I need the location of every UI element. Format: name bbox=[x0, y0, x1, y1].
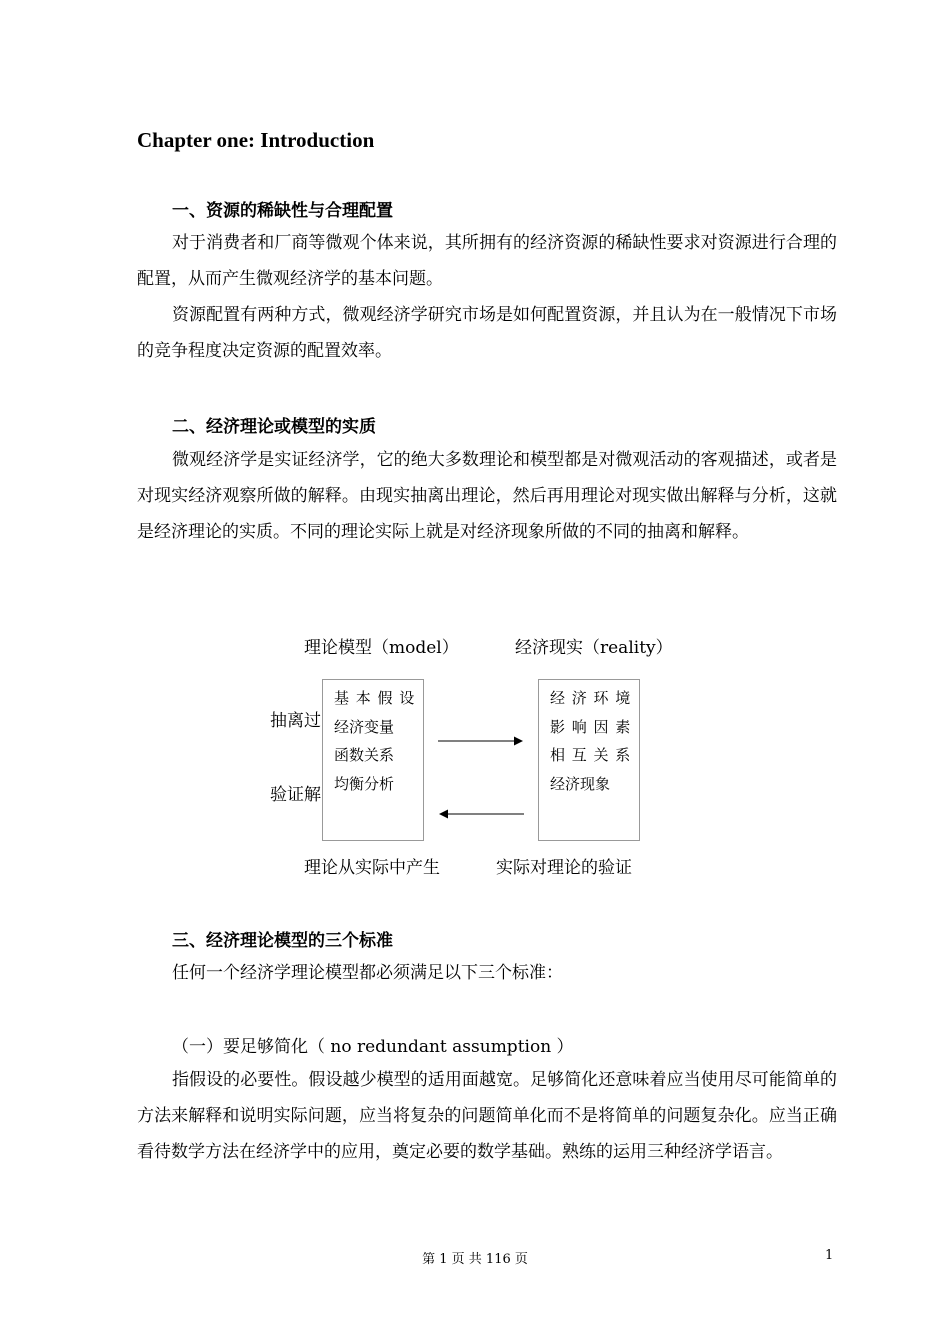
model-box-item: 基 本 假 设 bbox=[334, 689, 416, 707]
subsection-paragraph: 指假设的必要性。假设越少模型的适用面越宽。足够简化还意味着应当使用尽可能简单的方法来解释和说明实际问题，应当将复杂的问题简单化而不是将简单的问题复杂化。应当正确看待数学方法在经济学中的应用，奠定必要的数学基础。熟练的运用三种经济学语言。 bbox=[137, 1070, 837, 1162]
figure-label-model: 理论模型（model） bbox=[304, 638, 459, 658]
arrow-left-icon bbox=[436, 806, 526, 822]
reality-box-item: 经济现象 bbox=[550, 775, 611, 793]
reality-box-item: 经 济 环 境 bbox=[550, 689, 632, 707]
model-box-item: 均衡分析 bbox=[334, 775, 395, 793]
figure-caption-left: 理论从实际中产生 bbox=[304, 858, 440, 878]
section-1-paragraph-2: 资源配置有两种方式，微观经济学研究市场是如何配置资源，并且认为在一般情况下市场的竞争程度决定资源的配置效率。 bbox=[137, 305, 837, 361]
page-number: 1 bbox=[825, 1248, 834, 1263]
model-box-item: 经济变量 bbox=[334, 718, 395, 736]
section-heading-3: 三、经济理论模型的三个标准 bbox=[172, 931, 393, 951]
model-box-item: 函数关系 bbox=[334, 746, 395, 764]
section-3-paragraph-1: 任何一个经济学理论模型都必须满足以下三个标准： bbox=[172, 963, 563, 983]
page-footer-label: 第 1 页 共 116 页 bbox=[422, 1252, 528, 1267]
figure-caption-right: 实际对理论的验证 bbox=[496, 858, 632, 878]
section-1-paragraph-1: 对于消费者和厂商等微观个体来说，其所拥有的经济资源的稀缺性要求对资源进行合理的配置，从而产生微观经济学的基本问题。 bbox=[137, 233, 837, 289]
section-heading-2: 二、经济理论或模型的实质 bbox=[172, 417, 376, 437]
figure-side-verify: 验证解 bbox=[270, 785, 321, 805]
figure-label-reality: 经济现实（reality） bbox=[515, 638, 673, 658]
section-2-paragraph-1: 微观经济学是实证经济学，它的绝大多数理论和模型都是对微观活动的客观描述，或者是对现实经济观察所做的解释。由现实抽离出理论，然后再用理论对现实做出解释与分析，这就是经济理论的实质。不同的理论实际上就是对经济现象所做的不同的抽离和解释。 bbox=[137, 450, 837, 542]
reality-box-item: 相 互 关 系 bbox=[550, 746, 632, 764]
subsection-heading: （一）要足够简化（ no redundant assumption ） bbox=[172, 1037, 574, 1057]
chapter-title: Chapter one: Introduction bbox=[137, 128, 375, 152]
reality-box-item: 影 响 因 素 bbox=[550, 718, 632, 736]
section-heading-1: 一、资源的稀缺性与合理配置 bbox=[172, 201, 393, 221]
figure-side-abstract: 抽离过 bbox=[270, 711, 321, 731]
arrow-right-icon bbox=[436, 733, 526, 749]
